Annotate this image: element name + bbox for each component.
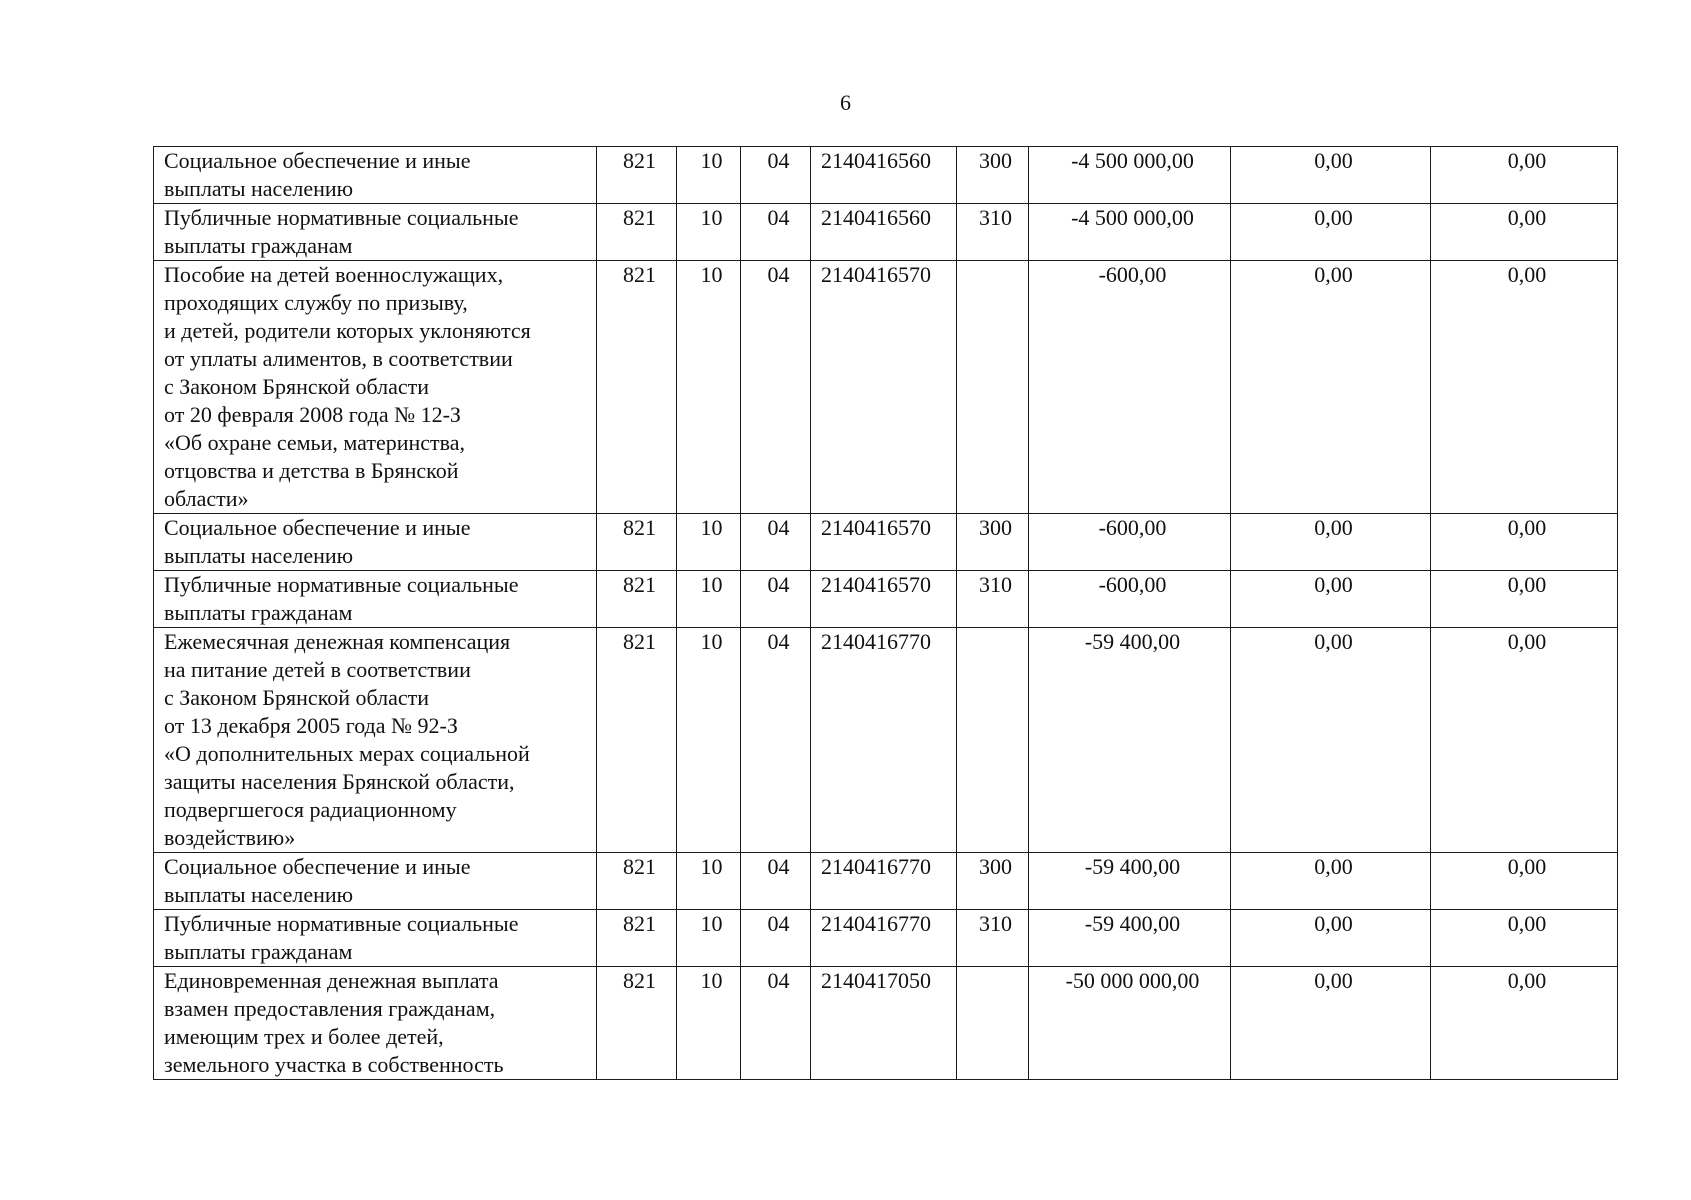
amount-year-1: -59 400,00: [1029, 628, 1231, 853]
table-row: [154, 147, 1618, 204]
table-row: [154, 967, 1618, 1080]
table-body: [154, 147, 1618, 1080]
amount-year-3: 0,00: [1431, 967, 1618, 1080]
amount-year-3: 0,00: [1431, 147, 1618, 204]
section-code: 10: [677, 967, 741, 1080]
amount-year-3: 0,00: [1431, 571, 1618, 628]
row-name: Публичные нормативные социальные выплаты гражданам: [154, 910, 597, 967]
expense-type-code: 310: [957, 571, 1029, 628]
amount-year-1: -50 000 000,00: [1029, 967, 1231, 1080]
amount-year-3: 0,00: [1431, 628, 1618, 853]
target-article-code: 2140416570: [811, 261, 957, 514]
ministry-code: 821: [597, 571, 677, 628]
amount-year-1: -59 400,00: [1029, 853, 1231, 910]
target-article-code: 2140416570: [811, 571, 957, 628]
amount-year-2: 0,00: [1231, 261, 1431, 514]
ministry-code: 821: [597, 967, 677, 1080]
subsection-code: 04: [741, 628, 811, 853]
section-code: 10: [677, 204, 741, 261]
table-row: [154, 853, 1618, 910]
target-article-code: 2140416770: [811, 853, 957, 910]
expense-type-code: 300: [957, 147, 1029, 204]
amount-year-1: -4 500 000,00: [1029, 204, 1231, 261]
table-row: [154, 910, 1618, 967]
ministry-code: 821: [597, 514, 677, 571]
section-code: 10: [677, 147, 741, 204]
ministry-code: 821: [597, 204, 677, 261]
section-code: 10: [677, 628, 741, 853]
target-article-code: 2140416570: [811, 514, 957, 571]
subsection-code: 04: [741, 261, 811, 514]
page-number: 6: [840, 90, 851, 115]
target-article-code: 2140417050: [811, 967, 957, 1080]
ministry-code: 821: [597, 628, 677, 853]
row-name: Социальное обеспечение и иные выплаты населению: [154, 514, 597, 571]
target-article-code: 2140416770: [811, 628, 957, 853]
target-article-code: 2140416560: [811, 204, 957, 261]
target-article-code: 2140416770: [811, 910, 957, 967]
table-row: [154, 514, 1618, 571]
expense-type-code: [957, 628, 1029, 853]
amount-year-2: 0,00: [1231, 628, 1431, 853]
table-row: [154, 204, 1618, 261]
table-row: [154, 261, 1618, 514]
ministry-code: 821: [597, 147, 677, 204]
amount-year-1: -59 400,00: [1029, 910, 1231, 967]
section-code: 10: [677, 571, 741, 628]
amount-year-1: -4 500 000,00: [1029, 147, 1231, 204]
amount-year-3: 0,00: [1431, 910, 1618, 967]
expense-type-code: 300: [957, 514, 1029, 571]
expense-type-code: 310: [957, 910, 1029, 967]
row-name: Публичные нормативные социальные выплаты гражданам: [154, 204, 597, 261]
subsection-code: 04: [741, 853, 811, 910]
row-name: Социальное обеспечение и иные выплаты населению: [154, 853, 597, 910]
row-name: Социальное обеспечение и иные выплаты населению: [154, 147, 597, 204]
ministry-code: 821: [597, 910, 677, 967]
amount-year-2: 0,00: [1231, 147, 1431, 204]
amount-year-2: 0,00: [1231, 853, 1431, 910]
amount-year-2: 0,00: [1231, 967, 1431, 1080]
amount-year-3: 0,00: [1431, 261, 1618, 514]
amount-year-2: 0,00: [1231, 571, 1431, 628]
expense-type-code: [957, 261, 1029, 514]
amount-year-1: -600,00: [1029, 261, 1231, 514]
target-article-code: 2140416560: [811, 147, 957, 204]
row-name: Ежемесячная денежная компенсация на питание детей в соответствии с Законом Брянской области от 13 декабря 2005 года № 92-З «О дополнительных мерах социальной защиты населения Брянской области, подвергшегося радиационному воздействию»: [154, 628, 597, 853]
subsection-code: 04: [741, 967, 811, 1080]
expense-type-code: [957, 967, 1029, 1080]
section-code: 10: [677, 910, 741, 967]
subsection-code: 04: [741, 204, 811, 261]
subsection-code: 04: [741, 910, 811, 967]
row-name: Единовременная денежная выплата взамен предоставления гражданам, имеющим трех и более детей, земельного участка в собственность: [154, 967, 597, 1080]
expense-type-code: 310: [957, 204, 1029, 261]
section-code: 10: [677, 514, 741, 571]
budget-table: [153, 146, 1618, 1080]
amount-year-2: 0,00: [1231, 514, 1431, 571]
subsection-code: 04: [741, 147, 811, 204]
table-row: [154, 571, 1618, 628]
amount-year-3: 0,00: [1431, 514, 1618, 571]
row-name: Публичные нормативные социальные выплаты гражданам: [154, 571, 597, 628]
subsection-code: 04: [741, 514, 811, 571]
ministry-code: 821: [597, 261, 677, 514]
amount-year-3: 0,00: [1431, 204, 1618, 261]
subsection-code: 04: [741, 571, 811, 628]
amount-year-1: -600,00: [1029, 571, 1231, 628]
section-code: 10: [677, 261, 741, 514]
amount-year-2: 0,00: [1231, 204, 1431, 261]
ministry-code: 821: [597, 853, 677, 910]
amount-year-3: 0,00: [1431, 853, 1618, 910]
expense-type-code: 300: [957, 853, 1029, 910]
table-row: [154, 628, 1618, 853]
row-name: Пособие на детей военнослужащих, проходящих службу по призыву, и детей, родители которых уклоняются от уплаты алиментов, в соответствии с Законом Брянской области от 20 февраля 2008 года № 12-З «Об охране семьи, материнства, отцовства и детства в Брянской области»: [154, 261, 597, 514]
amount-year-2: 0,00: [1231, 910, 1431, 967]
section-code: 10: [677, 853, 741, 910]
amount-year-1: -600,00: [1029, 514, 1231, 571]
